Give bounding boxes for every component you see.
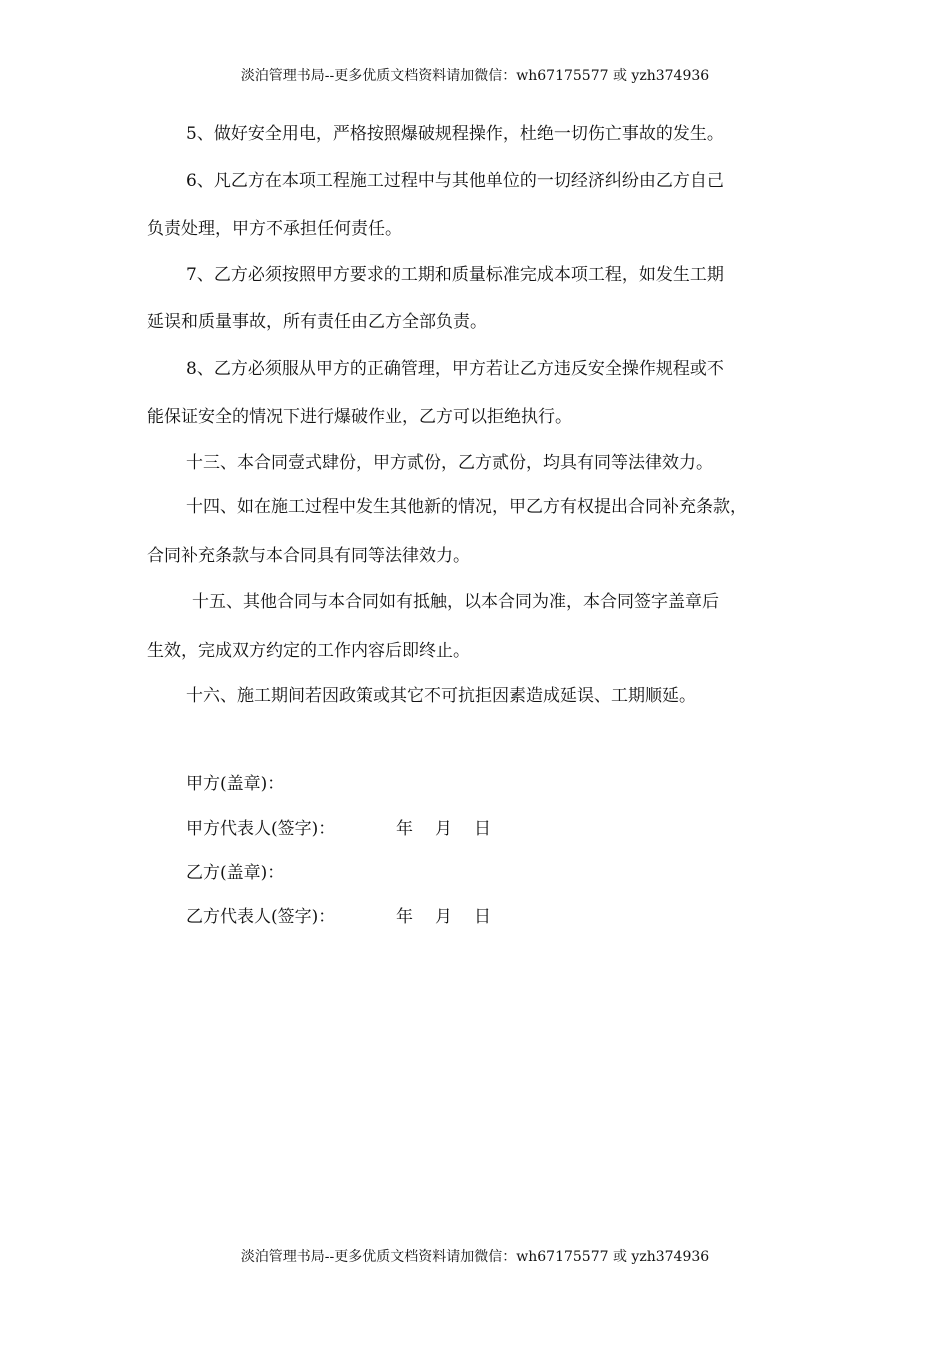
day-label: 日 [474,907,491,927]
clause-5: 5、做好安全用电，严格按照爆破规程操作，杜绝一切伤亡事故的发生。 [186,124,724,144]
party-a-date [396,818,491,840]
party-a-rep-label: 甲方代表人(签字)： [186,819,336,839]
clause-13: 十三、本合同壹式肆份，甲方贰份，乙方贰份，均具有同等法律效力。 [186,453,713,473]
month-label: 月 [435,819,452,839]
clause-6-line-1: 6、凡乙方在本项工程施工过程中与其他单位的一切经济纠纷由乙方自己 [186,171,724,191]
page-footer: 淡泊管理书局--更多优质文档资料请加微信：wh67175577 或 yzh374936 [240,1249,710,1265]
party-b-date [396,906,491,928]
year-label: 年 [396,819,413,839]
clause-8-line-2: 能保证安全的情况下进行爆破作业，乙方可以拒绝执行。 [147,407,572,427]
page-header: 淡泊管理书局--更多优质文档资料请加微信：wh67175577 或 yzh374936 [240,68,710,84]
clause-14-line-1: 十四、如在施工过程中发生其他新的情况，甲乙方有权提出合同补充条款， [186,497,747,517]
year-label: 年 [396,907,413,927]
clause-7-line-1: 7、乙方必须按照甲方要求的工期和质量标准完成本项工程，如发生工期 [186,265,724,285]
party-b-seal-label: 乙方(盖章)： [186,863,285,883]
party-a-seal-label: 甲方(盖章)： [186,774,285,794]
day-label: 日 [474,819,491,839]
clause-7-line-2: 延误和质量事故，所有责任由乙方全部负责。 [147,312,487,332]
clause-14-line-2: 合同补充条款与本合同具有同等法律效力。 [147,546,470,566]
clause-16: 十六、施工期间若因政策或其它不可抗拒因素造成延误、工期顺延。 [186,686,696,706]
clause-15-line-2: 生效，完成双方约定的工作内容后即终止。 [147,641,470,661]
clause-15-line-1: 十五、其他合同与本合同如有抵触，以本合同为准，本合同签字盖章后 [192,592,719,612]
clause-8-line-1: 8、乙方必须服从甲方的正确管理，甲方若让乙方违反安全操作规程或不 [186,359,724,379]
month-label: 月 [435,907,452,927]
party-b-rep-label: 乙方代表人(签字)： [186,907,336,927]
clause-6-line-2: 负责处理，甲方不承担任何责任。 [147,219,402,239]
